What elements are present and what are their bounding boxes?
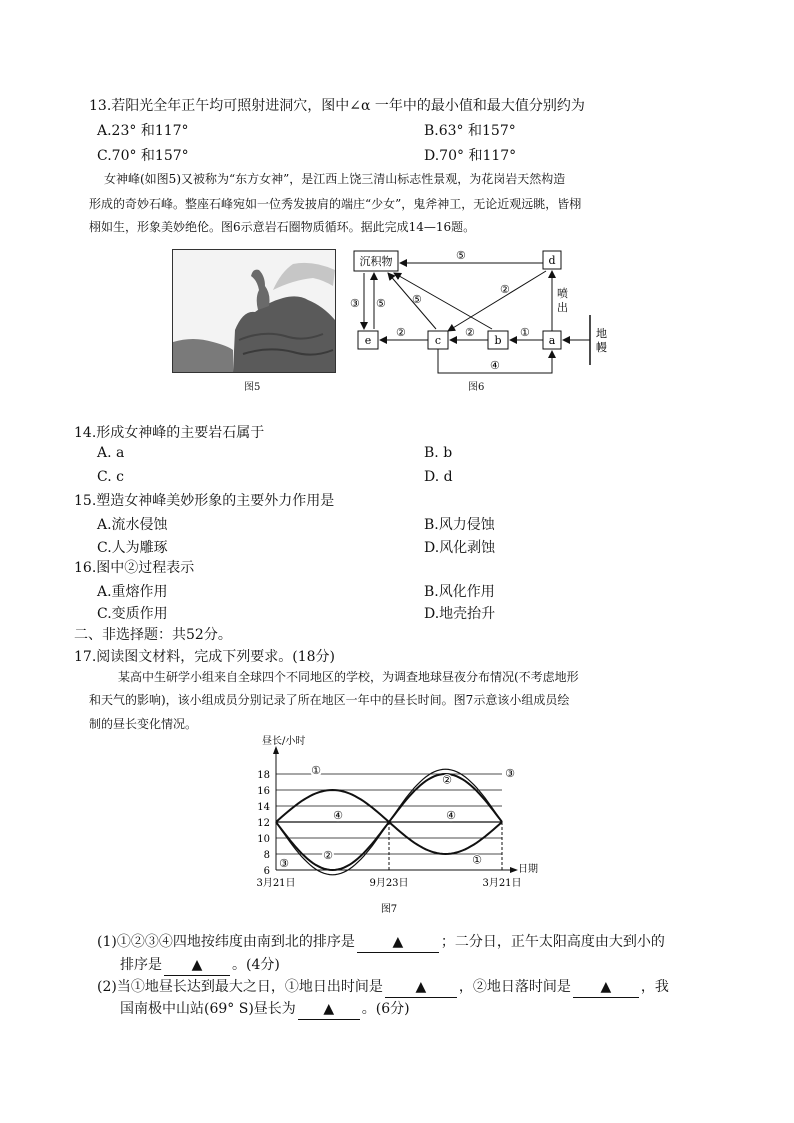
passage-line-2: 形成的奇妙石峰。整座石峰宛如一位秀发披肩的端庄“少女”，鬼斧神工，无论近观远眺，皆栩	[89, 197, 582, 211]
q13-option-d: D.70° 和117°	[424, 148, 517, 164]
box-c-label: c	[434, 334, 442, 347]
q15-option-b: B.风力侵蚀	[424, 517, 495, 533]
y-axis-arrow	[273, 746, 279, 754]
box-a-label: a	[548, 334, 556, 347]
label-eruption-1: 喷	[557, 287, 568, 300]
label-arrow-5b: ⑤	[376, 297, 386, 310]
q14-stem: 14.形成女神峰的主要岩石属于	[74, 425, 265, 441]
x-axis-arrow	[510, 867, 518, 873]
section-2-heading: 二、非选择题：共52分。	[74, 627, 232, 643]
series-annotation: ②	[323, 848, 333, 862]
q16-option-d: D.地壳抬升	[424, 606, 496, 622]
blank-mark: ▲	[392, 934, 404, 950]
series-annotation: ④	[446, 808, 456, 822]
label-mantle-1: 地	[596, 327, 607, 340]
q15-stem: 15.塑造女神峰美妙形象的主要外力作用是	[74, 493, 335, 509]
q16-option-b: B.风化作用	[424, 584, 495, 600]
q15-option-d: D.风化剥蚀	[424, 540, 496, 556]
label-arrow-5c: ⑤	[412, 293, 422, 306]
label-eruption-2: 出	[557, 301, 568, 314]
x-axis-label: 日期	[518, 864, 538, 875]
q17-sub2-text-a: (2)当①地昼长达到最大之日，①地日出时间是	[97, 979, 383, 995]
q14-option-c: C. c	[97, 469, 124, 485]
q16-option-a: A.重熔作用	[97, 584, 168, 600]
q14-option-a: A. a	[97, 445, 125, 461]
y-tick-label: 8	[263, 850, 270, 861]
q17-sub1-text-d: 。(4分)	[232, 957, 280, 973]
y-tick-label: 10	[257, 834, 270, 845]
blank-mark: ▲	[191, 957, 203, 973]
series-annotation: ②	[442, 773, 452, 787]
q16-stem: 16.图中②过程表示	[74, 560, 195, 576]
q17-passage-line-1: 某高中生研学小组来自全球四个不同地区的学校，为调查地球昼夜分布情况(不考虑地形	[118, 670, 579, 684]
series-annotation: ③	[505, 767, 515, 781]
blank-mark: ▲	[600, 979, 612, 995]
q17-sub2-text-c: ，我	[640, 979, 669, 995]
y-tick-label: 16	[257, 786, 270, 797]
x-tick-label: 9月23日	[369, 878, 409, 889]
series-annotation: ④	[333, 808, 343, 822]
q16-option-c: C.变质作用	[97, 606, 168, 622]
q17-sub2-text-e: 。(6分)	[361, 1001, 410, 1017]
q17-stem: 17.阅读图文材料，完成下列要求。(18分)	[74, 649, 336, 665]
arrow-d-c	[448, 271, 546, 331]
x-tick-label: 3月21日	[482, 878, 522, 889]
q17-sub2-line1	[97, 977, 669, 998]
box-b-label: b	[494, 334, 502, 347]
arrow-b-sed	[394, 273, 492, 329]
q17-passage-line-2: 和天气的影响)，该小组成员分别记录了所在地区一年中的昼长时间。图7示意该小组成员绘	[89, 693, 570, 707]
answer-blank-3[interactable]	[385, 977, 457, 998]
label-arrow-2a: ②	[500, 283, 510, 296]
q15-option-c: C.人为雕琢	[97, 540, 168, 556]
y-tick-label: 6	[263, 866, 270, 877]
figure-5-photo	[172, 249, 336, 373]
q17-passage-line-3: 制的昼长变化情况。	[89, 717, 198, 731]
series-annotation: ①	[472, 853, 482, 867]
y-axis-label: 昼长/小时	[262, 736, 306, 747]
rock-peak-image	[173, 250, 335, 372]
passage-line-1: 女神峰(如图5)又被称为“东方女神”，是江西上饶三清山标志性景观，为花岗岩天然构造	[104, 172, 566, 186]
blank-mark: ▲	[323, 1001, 335, 1017]
q17-sub1-text-a: (1)①②③④四地按纬度由南到北的排序是	[97, 934, 355, 950]
answer-blank-4[interactable]	[573, 977, 639, 998]
figure-5-caption: 图5	[244, 382, 261, 393]
q17-sub2-text-b: ，②地日落时间是	[458, 979, 571, 995]
box-sediment-label: 沉积物	[359, 255, 393, 268]
box-e-label: e	[364, 334, 372, 347]
x-tick-label: 3月21日	[256, 878, 296, 889]
series-annotation: ①	[311, 764, 321, 777]
q17-sub1-line2	[120, 955, 280, 976]
q13-stem: 13.若阳光全年正午均可照射进洞穴，图中∠α 一年中的最小值和最大值分别约为	[89, 98, 585, 114]
daylength-chart	[244, 736, 538, 916]
q17-sub1-text-b: ；二分日，正午太阳高度由大到小的	[440, 934, 665, 950]
q14-option-b: B. b	[424, 445, 453, 461]
y-tick-label: 14	[257, 802, 270, 813]
label-arrow-2c: ②	[465, 326, 475, 339]
q13-option-c: C.70° 和157°	[97, 148, 189, 164]
label-arrow-1: ①	[520, 326, 530, 339]
y-tick-label: 12	[257, 818, 270, 829]
blank-mark: ▲	[415, 979, 427, 995]
figure-6-caption: 图6	[468, 382, 485, 393]
box-d-label: d	[548, 254, 556, 267]
rock-cycle-diagram	[350, 245, 612, 385]
y-tick-label: 18	[257, 770, 270, 781]
q13-option-b: B.63° 和157°	[424, 123, 516, 139]
series-annotation: ③	[279, 856, 289, 870]
label-arrow-4: ④	[490, 359, 500, 372]
q13-option-a: A.23° 和117°	[97, 123, 189, 139]
label-arrow-5a: ⑤	[456, 249, 466, 262]
figure-7-caption: 图7	[380, 904, 398, 915]
answer-blank-5[interactable]	[298, 999, 360, 1020]
passage-line-3: 栩如生，形象美妙绝伦。图6示意岩石圈物质循环。据此完成14—16题。	[89, 220, 476, 234]
q17-sub2-line2	[120, 999, 410, 1020]
q17-sub1-line1	[97, 932, 665, 953]
q17-sub2-text-d: 国南极中山站(69° S)昼长为	[120, 1001, 296, 1017]
answer-blank-2[interactable]	[164, 955, 230, 976]
answer-blank-1[interactable]	[357, 932, 439, 953]
q14-option-d: D. d	[424, 469, 453, 485]
label-arrow-3: ③	[350, 297, 360, 310]
label-mantle-2: 幔	[596, 341, 607, 354]
label-arrow-2b: ②	[396, 326, 406, 339]
q15-option-a: A.流水侵蚀	[97, 517, 168, 533]
q17-sub1-text-c: 排序是	[120, 957, 162, 973]
